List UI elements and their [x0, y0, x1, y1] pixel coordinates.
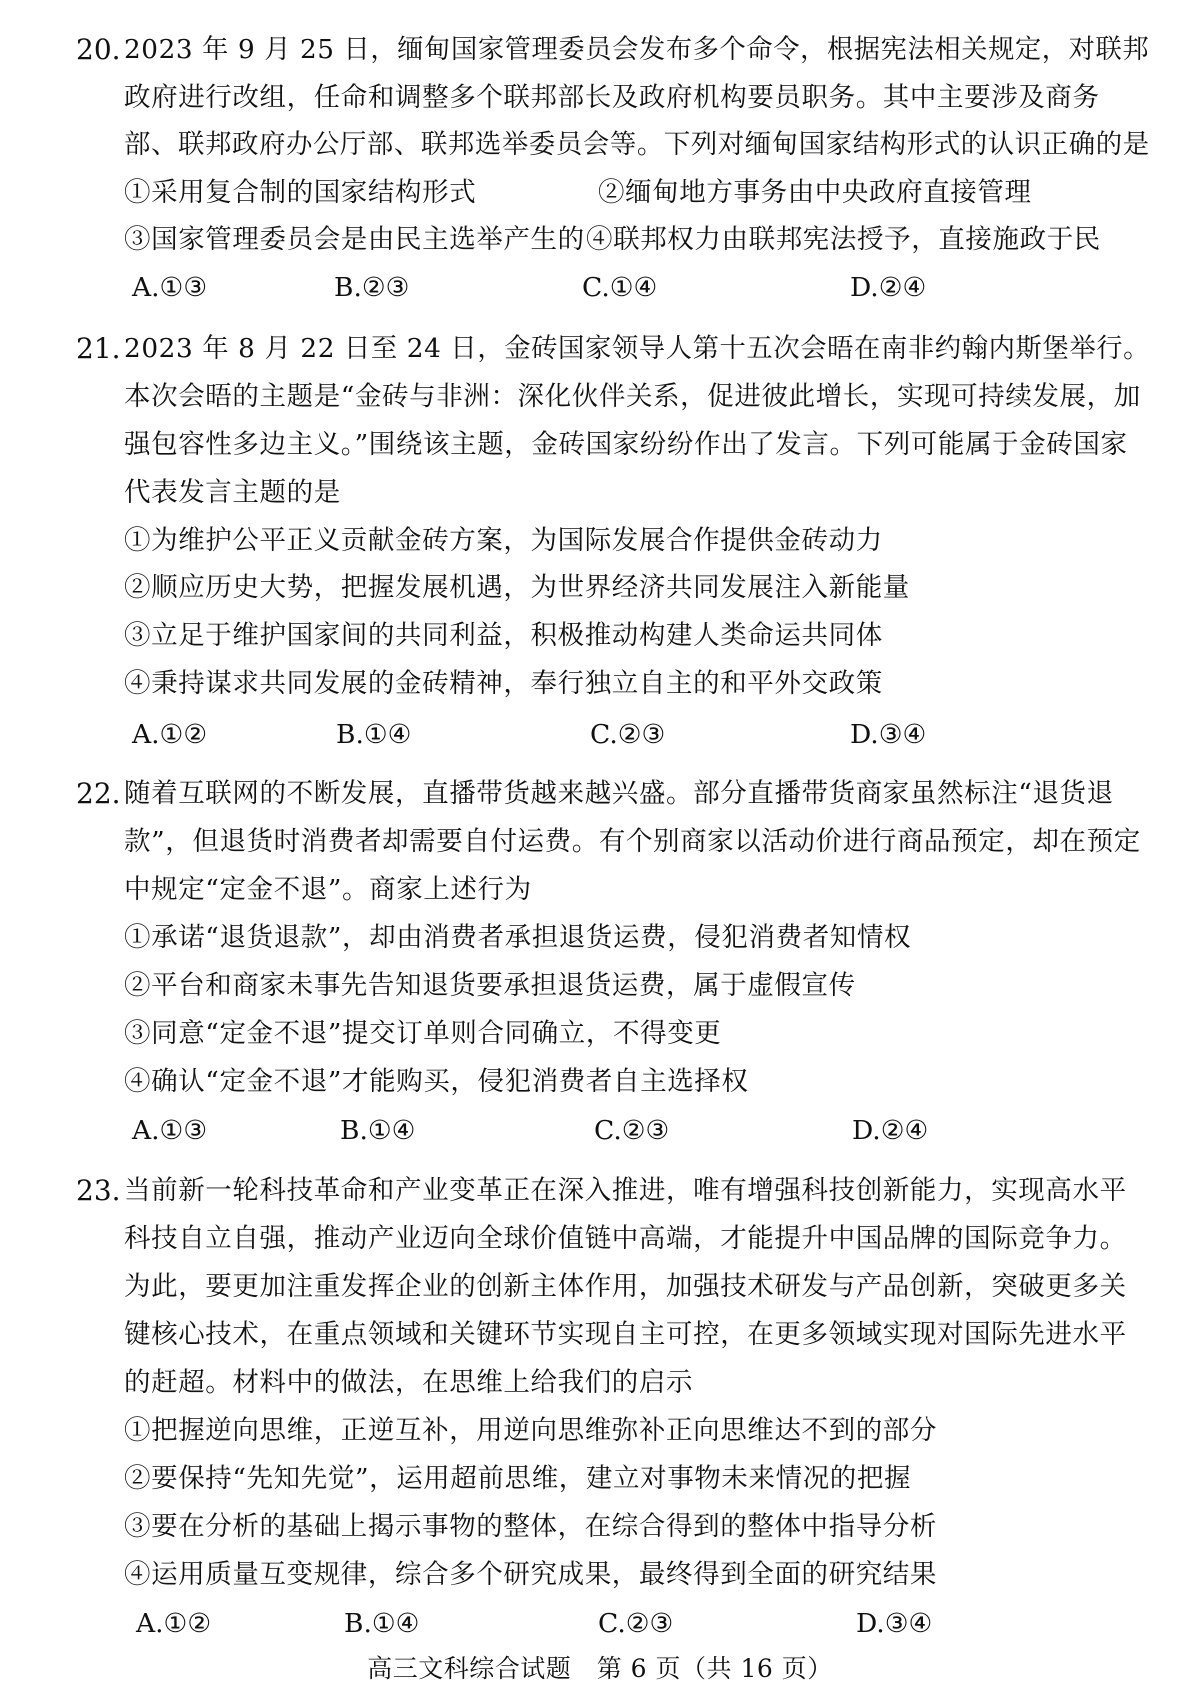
question-number: 23.: [76, 1174, 121, 1207]
statement: ③要在分析的基础上揭示事物的整体，在综合得到的整体中指导分析: [124, 1511, 937, 1542]
statement: ③立足于维护国家间的共同利益，积极推动构建人类命运共同体: [124, 620, 883, 651]
statement: ①把握逆向思维，正逆互补，用逆向思维弥补正向思维达不到的部分: [124, 1415, 937, 1446]
question-stem-line: 为此，要更加注重发挥企业的创新主体作用，加强技术研发与产品创新，突破更多关: [124, 1271, 1127, 1302]
statement: ③同意“定金不退”提交订单则合同确立，不得变更: [124, 1018, 722, 1049]
question-stem-line: 2023 年 8 月 22 日至 24 日，金砖国家领导人第十五次会晤在南非约翰内斯堡举行。: [124, 333, 1151, 364]
answer-option-b: B.①④: [340, 1115, 416, 1146]
question-stem-line: 强包容性多边主义。”围绕该主题，金砖国家纷纷作出了发言。下列可能属于金砖国家: [124, 429, 1128, 460]
question-stem-line: 部、联邦政府办公厅部、联邦选举委员会等。下列对缅甸国家结构形式的认识正确的是: [124, 129, 1150, 160]
answer-option-b: B.②③: [334, 272, 410, 303]
answer-option-b: B.①④: [344, 1608, 420, 1639]
statement: ①为维护公平正义贡献金砖方案，为国际发展合作提供金砖动力: [124, 525, 883, 556]
statement: ②顺应历史大势，把握发展机遇，为世界经济共同发展注入新能量: [124, 572, 910, 603]
statement: ④确认“定金不退”才能购买，侵犯消费者自主选择权: [124, 1066, 749, 1097]
answer-option-b: B.①④: [336, 719, 412, 750]
statement: ③国家管理委员会是由民主选举产生的: [124, 224, 585, 255]
statement: ②缅甸地方事务由中央政府直接管理: [598, 177, 1032, 208]
question-stem-line: 当前新一轮科技革命和产业变革正在深入推进，唯有增强科技创新能力，实现高水平: [124, 1175, 1127, 1206]
question-stem-line: 中规定“定金不退”。商家上述行为: [124, 874, 532, 905]
answer-option-a: A.①③: [132, 1115, 208, 1146]
question-stem-line: 款”，但退货时消费者却需要自付运费。有个别商家以活动价进行商品预定，却在预定: [124, 826, 1141, 857]
question-number: 20.: [76, 33, 121, 66]
answer-option-a: A.①③: [132, 272, 208, 303]
statement: ②要保持“先知先觉”，运用超前思维，建立对事物未来情况的把握: [124, 1463, 912, 1494]
answer-option-d: D.③④: [856, 1608, 933, 1639]
answer-option-c: C.②③: [590, 719, 666, 750]
question-stem-line: 2023 年 9 月 25 日，缅甸国家管理委员会发布多个命令，根据宪法相关规定，对联邦: [124, 34, 1150, 65]
statement: ④秉持谋求共同发展的金砖精神，奉行独立自主的和平外交政策: [124, 668, 883, 699]
question-stem-line: 随着互联网的不断发展，直播带货越来越兴盛。部分直播带货商家虽然标注“退货退: [124, 778, 1114, 809]
answer-option-d: D.③④: [850, 719, 927, 750]
page-footer: 高三文科综合试题 第 6 页（共 16 页）: [367, 1654, 833, 1683]
question-stem-line: 代表发言主题的是: [124, 477, 341, 508]
statement: ①采用复合制的国家结构形式: [124, 177, 477, 208]
question-number: 22.: [76, 777, 121, 810]
question-stem-line: 本次会晤的主题是“金砖与非洲：深化伙伴关系，促进彼此增长，实现可持续发展，加: [124, 381, 1141, 412]
answer-option-d: D.②④: [850, 272, 927, 303]
answer-option-c: C.①④: [582, 272, 658, 303]
question-stem-line: 政府进行改组，任命和调整多个联邦部长及政府机构要员职务。其中主要涉及商务: [124, 82, 1100, 113]
answer-option-c: C.②③: [594, 1115, 670, 1146]
question-stem-line: 键核心技术，在重点领域和关键环节实现自主可控，在更多领域实现对国际先进水平: [124, 1319, 1127, 1350]
answer-option-a: A.①②: [136, 1608, 212, 1639]
question-stem-line: 的赶超。材料中的做法，在思维上给我们的启示: [124, 1367, 694, 1398]
question-stem-line: 科技自立自强，推动产业迈向全球价值链中高端，才能提升中国品牌的国际竞争力。: [124, 1223, 1127, 1254]
question-number: 21.: [76, 332, 121, 365]
statement: ②平台和商家未事先告知退货要承担退货运费，属于虚假宣传: [124, 970, 856, 1001]
answer-option-a: A.①②: [132, 719, 208, 750]
statement: ①承诺“退货退款”，却由消费者承担退货运费，侵犯消费者知情权: [124, 922, 912, 953]
answer-option-d: D.②④: [852, 1115, 929, 1146]
statement: ④联邦权力由联邦宪法授予，直接施政于民: [586, 224, 1101, 255]
statement: ④运用质量互变规律，综合多个研究成果，最终得到全面的研究结果: [124, 1559, 937, 1590]
answer-option-c: C.②③: [598, 1608, 674, 1639]
